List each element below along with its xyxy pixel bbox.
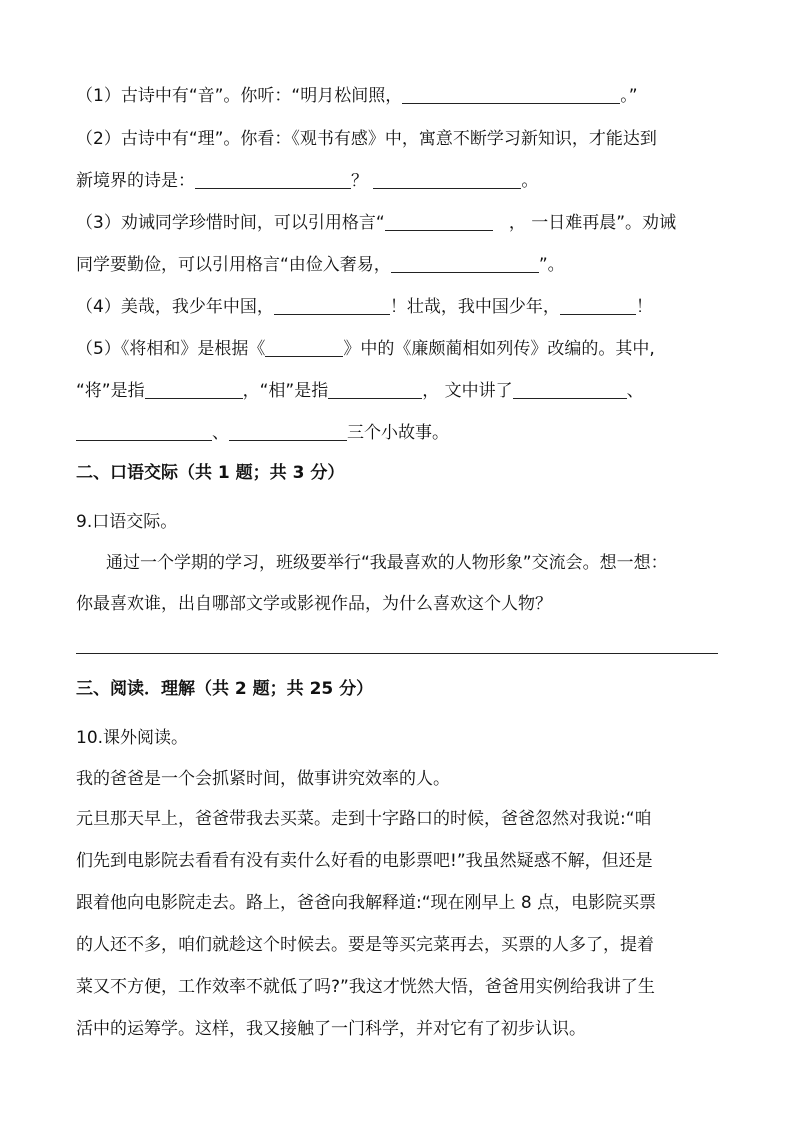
answer-blank[interactable] (274, 297, 390, 315)
passage-line: 活中的运筹学。这样，我又接触了一门科学，并对它有了初步认识。 (76, 1019, 586, 1039)
q8-item-5-line-3: 、 三个小故事。 (76, 421, 449, 445)
passage-line: 元旦那天早上，爸爸带我去买菜。走到十字路口的时候，爸爸忽然对我说:“咱 (76, 809, 652, 829)
section-3-heading: 三、阅读．理解（共 2 题；共 25 分） (76, 679, 374, 699)
q10-title: 10.课外阅读。 (76, 728, 189, 748)
passage-line: 菜又不方便，工作效率不就低了吗?”我这才恍然大悟，爸爸用实例给我讲了生 (76, 977, 655, 997)
answer-line[interactable] (76, 653, 718, 654)
answer-blank[interactable] (145, 381, 243, 399)
answer-blank[interactable] (373, 171, 521, 189)
q8-item-1: （1）古诗中有“音”。你听：“明月松间照， 。” (76, 86, 638, 106)
q8-item-5-line-2: “将”是指 ，“相”是指 ， 文中讲了 、 (76, 381, 644, 401)
q9-prompt-line-2: 你最喜欢谁，出自哪部文学或影视作品，为什么喜欢这个人物？ (76, 594, 552, 614)
q8-item-4: （4）美哉，我少年中国， ！壮哉，我中国少年， ！ (76, 297, 653, 317)
answer-blank[interactable] (328, 381, 422, 399)
answer-blank[interactable] (402, 86, 620, 104)
answer-blank[interactable] (385, 213, 493, 231)
answer-blank[interactable] (195, 171, 351, 189)
passage-line: 我的爸爸是一个会抓紧时间，做事讲究效率的人。 (76, 769, 450, 789)
passage-line: 们先到电影院去看看有没有卖什么好看的电影票吧!”我虽然疑惑不解，但还是 (76, 851, 653, 871)
answer-blank[interactable] (229, 423, 347, 441)
answer-blank[interactable] (391, 255, 539, 273)
q8-item-3-line-2: 同学要勤俭，可以引用格言“由俭入奢易， ”。 (76, 255, 565, 275)
q9-prompt-line-1: 通过一个学期的学习，班级要举行“我最喜欢的人物形象”交流会。想一想： (106, 553, 668, 573)
section-2-heading: 二、口语交际（共 1 题；共 3 分） (76, 463, 345, 483)
q8-item-2-line-1: （2）古诗中有“理”。你看：《观书有感》中，寓意不断学习新知识，才能达到 (76, 129, 657, 149)
passage-line: 的人还不多，咱们就趁这个时候去。要是等买完菜再去，买票的人多了，提着 (76, 935, 654, 955)
answer-blank[interactable] (560, 297, 636, 315)
q8-item-2-line-2: 新境界的诗是： ？ 。 (76, 171, 539, 191)
q9-title: 9.口语交际。 (76, 512, 178, 532)
q8-item-5-line-1: （5）《将相和》是根据《 》中的《廉颇蔺相如列传》改编的。其中, (76, 339, 655, 359)
answer-blank[interactable] (513, 381, 627, 399)
answer-blank[interactable] (265, 339, 343, 357)
answer-blank[interactable] (76, 423, 212, 441)
q8-item-3-line-1: （3）劝诫同学珍惜时间，可以引用格言“ ， 一日难再晨”。劝诫 (76, 213, 677, 233)
passage-line: 跟着他向电影院走去。路上，爸爸向我解释道:“现在刚早上 8 点，电影院买票 (76, 893, 657, 913)
